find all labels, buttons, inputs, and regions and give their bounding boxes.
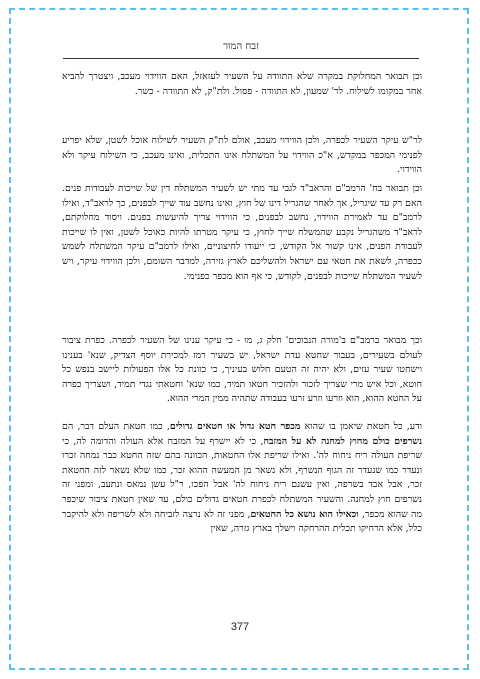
paragraph-1: וכן תבואר המחלוקת במקרה שלא התוודה על השעיר לעזאזל, האם הווידוי מעכב, ויצטרך להביא אחר במקומו לשילוח. לר' שמעון, לא התוודה - פסול. ולת"ק, לא התוודה - כשר. [62,71,422,97]
page-number: 377 [230,621,250,633]
paragraph-3: וכן תבואר בח' הרמב"ם והראב"ד לגבי עד מתי יש לשעיר המשתלח דין של שייכות לעבודות פנים. האם רק עד שיגריל, אך לאחר שהגריל דינו של חוץ, ואינו נחשב עוד שייך לבפנים, כך לראב"ד, ואילו לרמב"ם עד לאמירת הווידוי, נחשב לבפנים, כי הווידוי צריך להיעשות בפנים. ויסוד מחלוקתם, לראב"ד משהגריל נקבע שהמשלח שייך לחוץ, כי עיקר מטרתו להיות כאוכל לשטן, ואין לו שייכות לעבודת הפנים, אינו קשור אל הקודש, כי ייעודו לחיצוניים, ואילו לרמב"ם עיקר המשתלח לשמש ככפרה, לשאת את חטאי עם ישראל ולהשליכם לארץ גזירה, למדבר השומם, ולכן הווידוי עיקר, ויש לשעיר המשתלח שייכות לבפנים, לקודש, כי אף הוא מכפר כפנימי. [62,183,422,282]
bold-phrase: וכאילו הוא נושא כל החטאים [250,508,359,520]
paragraph-2: לר"ש עיקר השעיר לכפרה, ולכן הווידוי מעכב, אולם לת"ק השעיר לשילוח אוכל לשטן, שלא יפריע לפנימי המכפר במקדש, א"כ הווידוי על המשתלח אינו התכלית, ואינו מעכב, כי השילוח עיקר ולא הווידוי. [62,135,422,176]
paragraph-5-segment: , מפני זה לא נרצה לזביחה ולא לשריפה ולא להיקבר כלל, אלא הרחיקו תכלית ההרחקה וישלך בארץ גזרה, שאין [62,508,422,535]
bold-phrase: נשרפים כולם מחוץ למחנה לא על המזבח [263,435,422,447]
paragraph-4: וכך מבואר ברמב"ם ב'מורה הנבוכים' חלק ג, מו - כי עיקר ענינו של השעיר לכפרה. כפרת ציבור לעולם בשעירים, בעבור שחטא עדת ישראל, יש בשעיר רמז למכירת יוסף הצדיק, שנא' בענינו וישחטו שעיר עזים, ולא יהיה זה הטעם חלוש בעיניך, כי כוונת כל אלו הפעולות ליישב בנפש כל חוטא, וכל איש מרי שצריך לזכור ולהזכיר חטאו תמיד, כמו שנא' וחטאתי נגדי תמיד, ושצריך כפרה על החטא ההוא, הוא וזרעו וזרע זרעו בעבודה שתהיה ממין המרי ההוא. [62,335,422,405]
running-header: זבח המור [63,36,419,59]
paragraph-5-segment: ודע, כל חטאת שיאמן בו שהוא [300,421,422,432]
paragraph-5 [62,420,422,537]
paragraph-5-segment: , כי לא יישרף על המזבח אלא העולה והדומה לה, כי שריפת העולה ריח ניחוח לה'. ואילו שריפת אלו החטאות, הכוונה בהם שזה החטא כבר נמחה זכרו ונעדר כמו שנעדר זה הגוף הנשרף, ולא נשאר מן המעשה ההוא זכר, כמו שלא נשאר לזה החטאת זכר, אבל אבד בשרפה, ואין עשנם ריח ניחוח לה' אבל הפכו, ר"ל עשן נמאס ונתעב, ומפני זה נשרפים חוץ למחנה. והשעיר המשתלח לכפרת חטאים גדולים כולם, עד שאין חטאת ציבור שיכפר מה שהוא מכפר, [62,435,422,520]
paragraph-5-segment: , כמו חטאת העלם דבר, הם [62,421,170,432]
bold-phrase: מכפר חטא גדול או חטאים גדולים [169,421,301,432]
